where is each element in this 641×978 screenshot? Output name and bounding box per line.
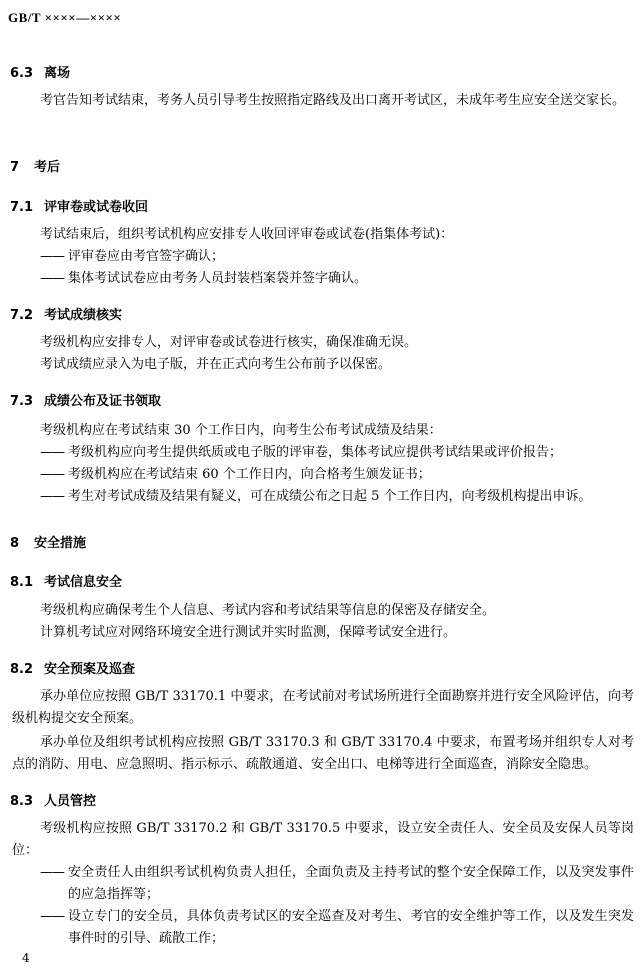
list-item-text: 安全责任人由组织考试机构负责人担任，全面负责及主持考试的整个安全保障工作，以及突发事件的应急指挥等；: [68, 865, 634, 902]
heading-number: 7: [10, 160, 20, 175]
heading-6-3: [10, 62, 70, 81]
heading-number: 7.2: [10, 308, 34, 323]
list-item-text: 集体考试试卷应由考务人员封装档案袋并签字确认。: [68, 271, 368, 286]
dash-list-item: [40, 486, 634, 508]
list-item-text: 考级机构应向考生提供纸质或电子版的评审卷，集体考试应提供考试结果或评价报告；: [68, 445, 563, 460]
dash-marker: ——: [40, 249, 64, 264]
list-item-text: 设立专门的安全员，具体负责考试区的安全巡查及对考生、考官的安全维护等工作，以及发生突发事件时的引导、疏散工作；: [68, 909, 634, 946]
heading-number: 8.2: [10, 662, 34, 677]
heading-number: 8: [10, 536, 20, 551]
heading-number: 7.3: [10, 394, 34, 409]
list-item-text: 考级机构应在考试结束 60 个工作日内，向合格考生颁发证书；: [68, 467, 431, 482]
dash-list-item: [40, 906, 634, 950]
heading-title: 安全预案及巡查: [44, 662, 136, 677]
dash-marker: ——: [40, 909, 64, 924]
dash-marker: ——: [40, 271, 64, 286]
heading-title: 成绩公布及证书领取: [44, 394, 162, 409]
paragraph: 计算机考试应对网络环境安全进行测试并实时监测，保障考试安全进行。: [40, 625, 457, 640]
paragraph: 承办单位及组织考试机构应按照 GB/T 33170.3 和 GB/T 33170.4 中要求，布置考场并组织专人对考点的消防、用电、应急照明、指示标示、疏散通道、安全出口、电梯等进行全面巡查，消除安全隐患。: [12, 735, 634, 772]
heading-title: 考试信息安全: [44, 575, 123, 590]
list-item-text: 考生对考试成绩及结果有疑义，可在成绩公布之日起 5 个工作日内，向考级机构提出申诉。: [68, 489, 592, 504]
heading-title: 人员管控: [44, 794, 97, 809]
dash-list-item: [40, 464, 634, 486]
heading-8-1: [10, 571, 122, 590]
heading-8-2: [10, 658, 135, 677]
paragraph: 考级机构应按照 GB/T 33170.2 和 GB/T 33170.5 中要求，设立安全责任人、安全员及安保人员等岗位：: [12, 821, 634, 858]
list-item-text: 评审卷应由考官签字确认；: [68, 249, 225, 264]
dash-list-item: [40, 268, 634, 290]
paragraph: 考官告知考试结束，考务人员引导考生按照指定路线及出口离开考试区，未成年考生应安全送交家长。: [40, 93, 626, 108]
paragraph: 承办单位应按照 GB/T 33170.1 中要求，在考试前对考试场所进行全面勘察并进行安全风险评估，向考级机构提交安全预案。: [12, 689, 634, 726]
heading-8: [10, 532, 86, 551]
dash-marker: ——: [40, 467, 64, 482]
paragraph: 考试结束后，组织考试机构应安排专人收回评审卷或试卷(指集体考试)：: [40, 227, 454, 242]
paragraph: 考级机构应安排专人，对评审卷或试卷进行核实，确保准确无误。: [40, 335, 418, 350]
heading-number: 8.1: [10, 575, 34, 590]
heading-title: 离场: [44, 66, 71, 81]
heading-7-3: [10, 390, 161, 409]
page-number: 4: [22, 951, 30, 965]
heading-title: 安全措施: [34, 536, 87, 551]
heading-number: 7.1: [10, 200, 34, 215]
heading-number: 8.3: [10, 794, 34, 809]
heading-8-3: [10, 790, 96, 809]
paragraph: 考级机构应确保考生个人信息、考试内容和考试结果等信息的保密及存储安全。: [40, 603, 496, 618]
dash-marker: ——: [40, 865, 64, 880]
heading-7: [10, 156, 60, 175]
paragraph: 考级机构应在考试结束 30 个工作日内，向考生公布考试成绩及结果：: [40, 423, 442, 438]
dash-list-item: [40, 246, 634, 268]
standard-header: GB/T ××××—××××: [8, 10, 122, 25]
dash-marker: ——: [40, 489, 64, 504]
dash-list-item: [40, 862, 634, 906]
heading-title: 考试成绩核实: [44, 308, 123, 323]
heading-7-1: [10, 196, 148, 215]
heading-number: 6.3: [10, 66, 34, 81]
heading-title: 评审卷或试卷收回: [44, 200, 149, 215]
paragraph: 考试成绩应录入为电子版，并在正式向考生公布前予以保密。: [40, 357, 392, 372]
heading-title: 考后: [34, 160, 61, 175]
dash-list-item: [40, 442, 634, 464]
dash-marker: ——: [40, 445, 64, 460]
heading-7-2: [10, 304, 122, 323]
